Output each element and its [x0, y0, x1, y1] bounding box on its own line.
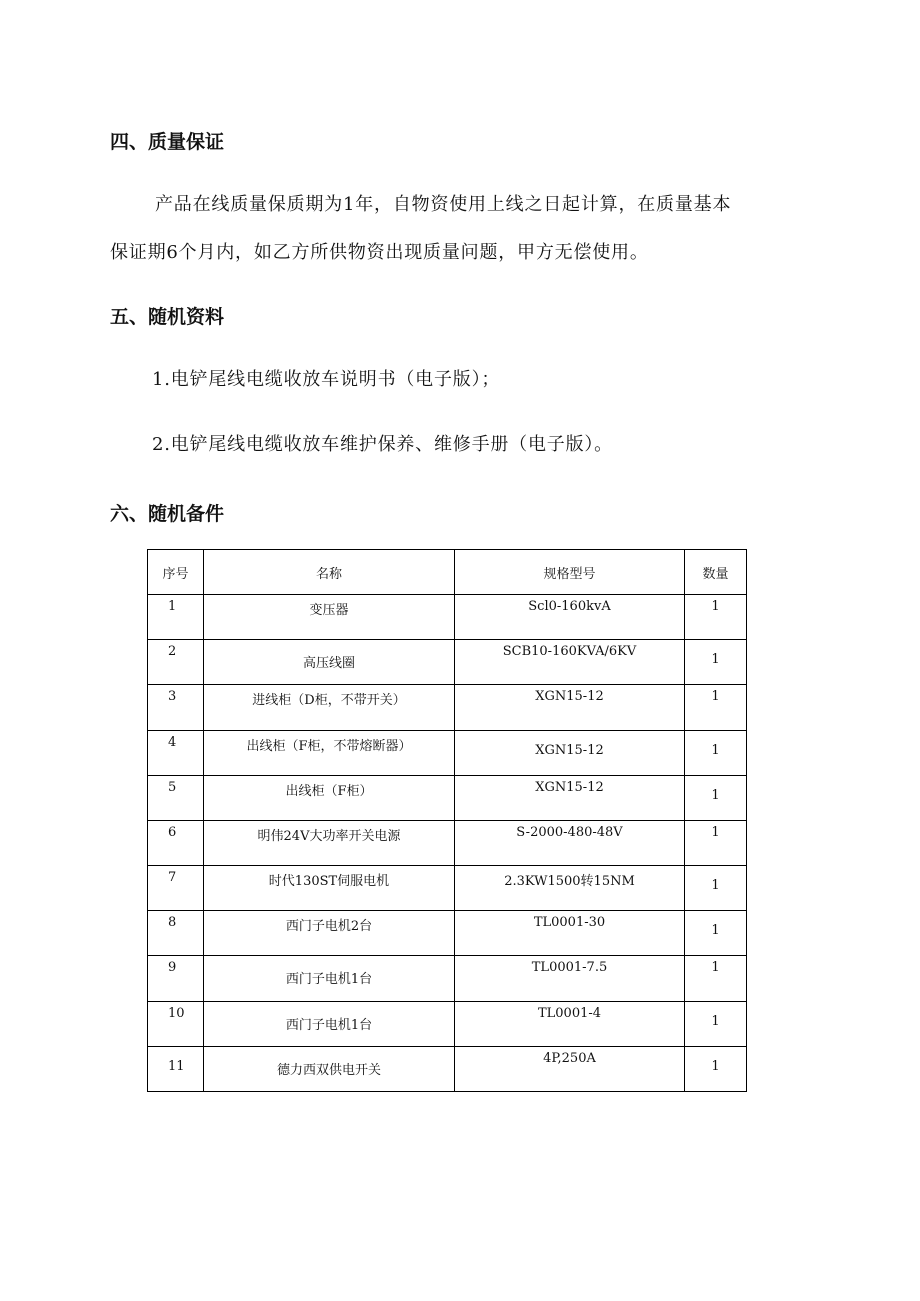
row-name: 西门子电机1台: [285, 1017, 373, 1033]
row-qty: 1: [711, 960, 720, 976]
row-no: 4: [168, 734, 177, 750]
document-item-1: 1.电铲尾线电缆收放车说明书（电子版）；: [152, 369, 501, 390]
row-spec: SCB10-160KVA/6KV: [502, 644, 637, 660]
row-qty: 1: [711, 824, 720, 840]
table-row: [148, 640, 747, 685]
table-row: [148, 956, 747, 1001]
row-spec: 2.3KW1500转15NM: [504, 874, 635, 890]
row-no: 10: [168, 1005, 185, 1021]
row-qty: 1: [711, 1058, 720, 1074]
warranty-paragraph-line-2: 保证期6个月内，如乙方所供物资出现质量问题，甲方无偿使用。: [110, 242, 649, 263]
table-row: [148, 775, 747, 820]
row-spec: 4P,250A: [543, 1050, 596, 1066]
section-5-heading: 五、随机资料: [110, 306, 225, 328]
table-header-row: [148, 550, 747, 595]
spare-parts-table: [147, 549, 747, 1092]
row-qty: 1: [711, 923, 720, 939]
row-spec: TL0001-30: [533, 915, 606, 931]
header-qty: 数量: [685, 550, 747, 595]
table-row: [148, 1001, 747, 1046]
header-spec: 规格型号: [455, 550, 685, 595]
row-no: 9: [168, 960, 177, 976]
table-row: [148, 866, 747, 911]
row-no: 11: [168, 1058, 185, 1074]
row-name: 西门子电机1台: [285, 972, 373, 988]
table-row: [148, 911, 747, 956]
row-qty: 1: [711, 599, 720, 615]
row-no: 3: [168, 689, 177, 705]
row-spec: XGN15-12: [535, 742, 604, 758]
table-row: [148, 595, 747, 640]
row-no: 6: [168, 824, 177, 840]
row-spec: S-2000-480-48V: [516, 824, 623, 840]
table-row: [148, 1046, 747, 1091]
row-name: 高压线圈: [302, 656, 355, 672]
document-item-2: 2.电铲尾线电缆收放车维护保养、维修手册（电子版）。: [152, 434, 613, 455]
row-name: 变压器: [309, 603, 349, 619]
row-spec: XGN15-12: [535, 779, 604, 795]
row-name: 西门子电机2台: [285, 919, 373, 935]
row-no: 8: [168, 915, 177, 931]
row-no: 2: [168, 644, 177, 660]
row-no: 1: [168, 599, 177, 615]
row-name: 出线柜（F柜，不带熔断器）: [246, 738, 412, 754]
section-6-heading: 六、随机备件: [110, 503, 225, 525]
row-spec: XGN15-12: [535, 689, 604, 705]
section-4-heading: 四、质量保证: [110, 131, 225, 153]
row-name: 时代130ST伺服电机: [268, 874, 390, 890]
row-spec: Scl0-160kvA: [528, 599, 611, 615]
table-row: [148, 685, 747, 730]
table-row: [148, 820, 747, 865]
warranty-paragraph-line-1: 产品在线质量保质期为1年，自物资使用上线之日起计算，在质量基本: [155, 194, 732, 215]
row-spec: TL0001-4: [537, 1005, 602, 1021]
row-no: 7: [168, 870, 177, 886]
row-qty: 1: [711, 742, 720, 758]
table-row: [148, 730, 747, 775]
row-name: 德力西双供电开关: [276, 1062, 381, 1078]
row-qty: 1: [711, 787, 720, 803]
row-name: 明伟24V大功率开关电源: [257, 828, 401, 844]
row-spec: TL0001-7.5: [531, 960, 608, 976]
row-qty: 1: [711, 652, 720, 668]
row-name: 出线柜（F柜）: [285, 783, 373, 799]
row-name: 进线柜（D柜，不带开关）: [252, 693, 406, 709]
header-no: 序号: [148, 550, 204, 595]
row-qty: 1: [711, 878, 720, 894]
row-qty: 1: [711, 689, 720, 705]
row-no: 5: [168, 779, 177, 795]
row-qty: 1: [711, 1013, 720, 1029]
header-name: 名称: [204, 550, 455, 595]
